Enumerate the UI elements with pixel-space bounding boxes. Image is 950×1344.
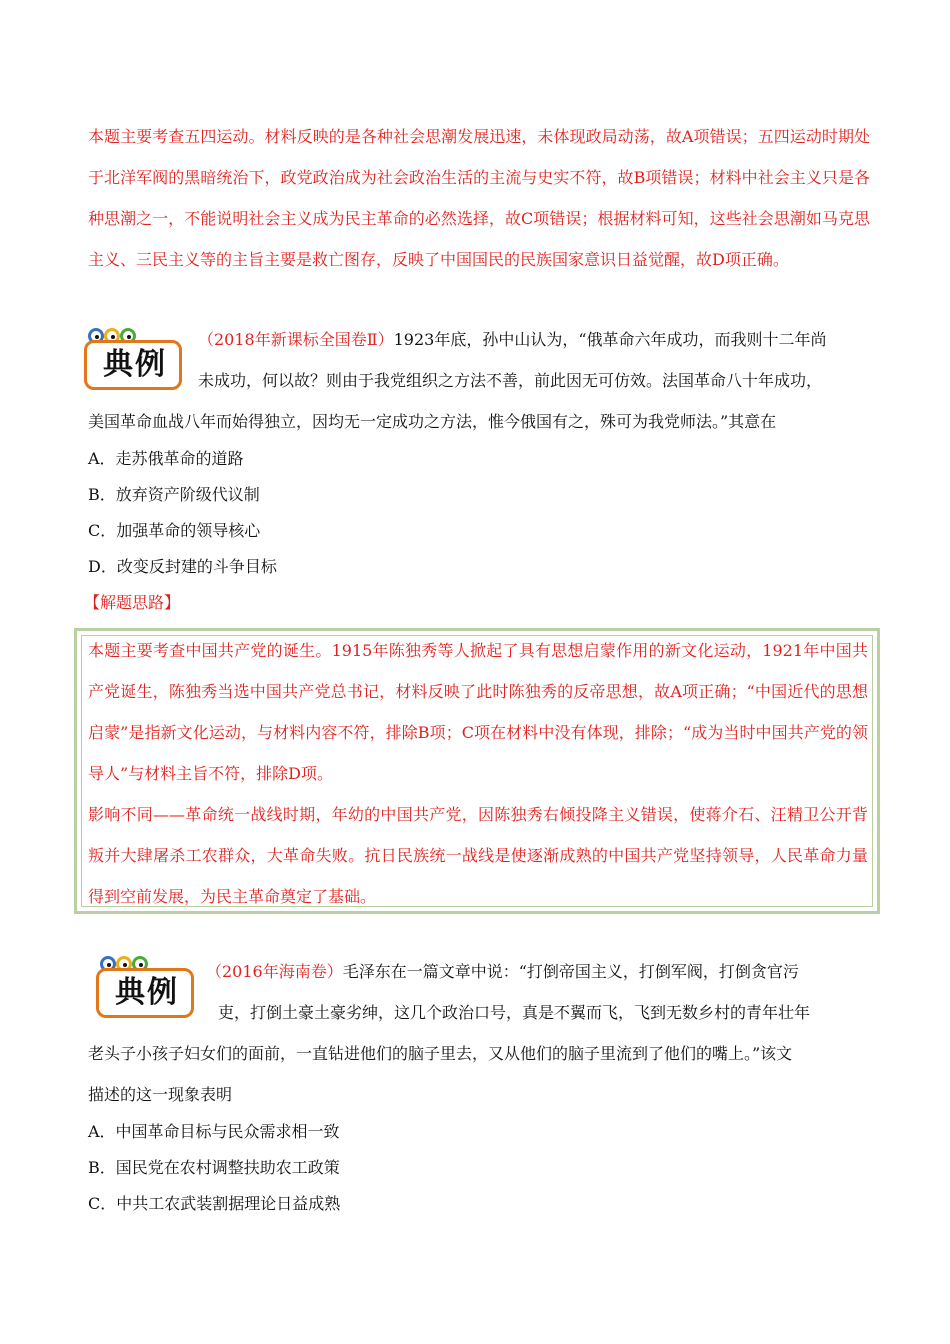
example1-stem-text: 1923年底，孙中山认为，“俄革命六年成功，而我则十二年尚 xyxy=(393,330,827,349)
analysis-paragraph: 本题主要考查五四运动。材料反映的是各种社会思潮发展迅速，未体现政局动荡，故A项错误；五四运动时期处于北洋军阀的黑暗统治下，政党政治成为社会政治生活的主流与史实不符，故B项错误；材料中社会主义只是各种思潮之一，不能说明社会主义成为民主革命的必然选择，故C项错误；根据材料可知，这些社会思潮如马克思主义、三民主义等的主旨主要是救亡图存，反映了中国国民的民族国家意识日益觉醒，故D项正确。 xyxy=(88,127,870,269)
badge-label: 典例 xyxy=(103,347,167,382)
badge-label: 典例 xyxy=(115,975,179,1010)
example2-stem-line2: 吏，打倒土豪土豪劣绅，这几个政治口号，真是不翼而飞，飞到无数乡村的青年壮年 xyxy=(218,1003,811,1022)
example2-option-a: A．中国革命目标与民众需求相一致 xyxy=(88,1122,340,1141)
example1-option-c: C．加强革命的领导核心 xyxy=(88,521,261,540)
example-badge-1 xyxy=(82,326,186,396)
example1-stem-line2: 未成功，何以故？则由于我党组织之方法不善，前此因无可仿效。法国革命八十年成功， xyxy=(198,371,823,390)
example1-option-a: A．走苏俄革命的道路 xyxy=(88,449,244,468)
solution-heading: 【解题思路】 xyxy=(84,593,181,612)
example-badge-2 xyxy=(94,954,198,1024)
solution-paragraph-2: 影响不同——革命统一战线时期，年幼的中国共产党，因陈独秀右倾投降主义错误，使蒋介石、汪精卫公开背叛并大肆屠杀工农群众，大革命失败。抗日民族统一战线是使逐渐成熟的中国共产党坚持领导，人民革命力量得到空前发展，为民主革命奠定了基础。 xyxy=(88,805,868,906)
example2-stem-text: 毛泽东在一篇文章中说：“打倒帝国主义，打倒军阀，打倒贪官污 xyxy=(342,962,799,981)
example1-option-b: B．放弃资产阶级代议制 xyxy=(88,485,260,504)
example1-stem-line3: 美国革命血战八年而始得独立，因均无一定成功之方法，惟今俄国有之，殊可为我党师法。”其意在 xyxy=(88,412,777,431)
example2-option-c: C．中共工农武装割据理论日益成熟 xyxy=(88,1194,341,1213)
example2-stem-line1 xyxy=(206,962,799,982)
example2-source: （2016年海南卷） xyxy=(206,962,343,981)
example1-stem-line1 xyxy=(198,330,827,350)
example2-stem-line3: 老头子小孩子妇女们的面前，一直钻进他们的脑子里去，又从他们的脑子里流到了他们的嘴上。”该文 xyxy=(88,1044,793,1063)
solution-paragraph-1: 本题主要考查中国共产党的诞生。1915年陈独秀等人掀起了具有思想启蒙作用的新文化运动，1921年中国共产党诞生，陈独秀当选中国共产党总书记，材料反映了此时陈独秀的反帝思想，故A项正确；“中国近代的思想启蒙”是指新文化运动，与材料内容不符，排除B项；C项在材料中没有体现，排除；“成为当时中国共产党的领导人”与材料主旨不符，排除D项。 xyxy=(88,641,868,783)
example1-source: （2018年新课标全国卷Ⅱ） xyxy=(198,330,394,349)
example1-option-d: D．改变反封建的斗争目标 xyxy=(88,557,277,576)
example2-option-b: B．国民党在农村调整扶助农工政策 xyxy=(88,1158,340,1177)
example2-stem-line4: 描述的这一现象表明 xyxy=(88,1085,233,1104)
